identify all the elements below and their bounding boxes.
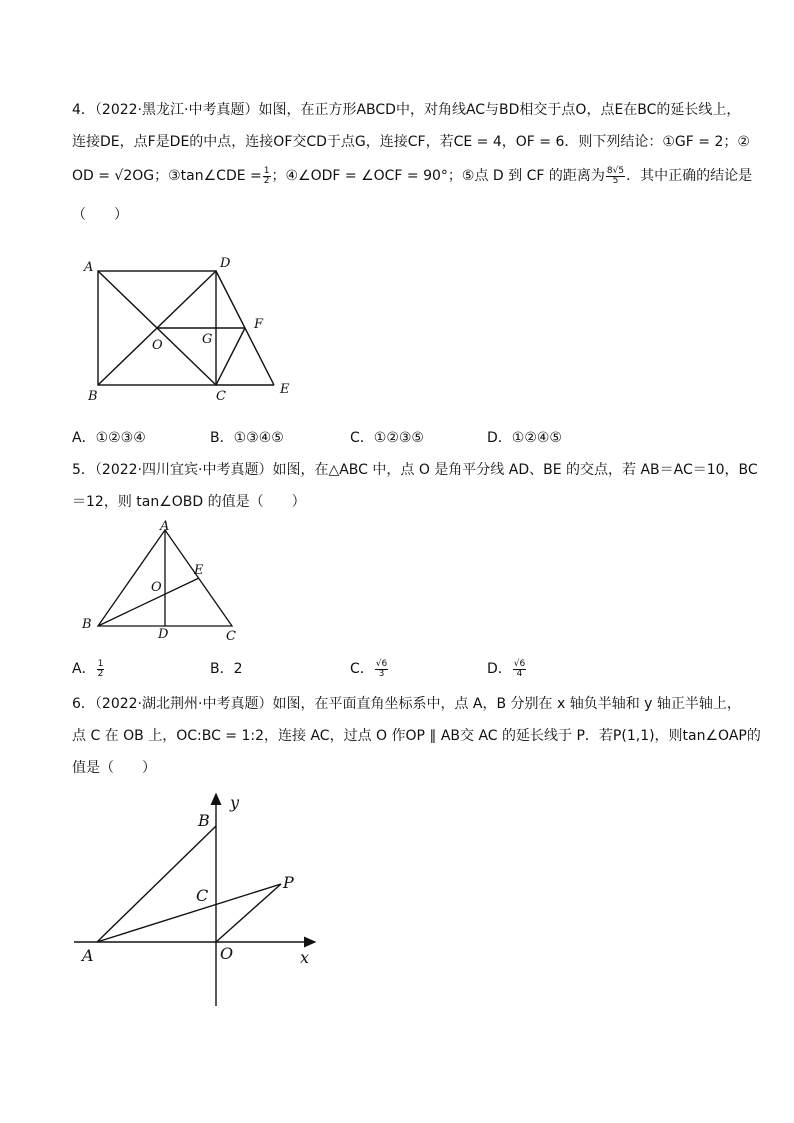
q4-text-line3c: ．其中正确的结论是 [626, 168, 753, 184]
label-a: A [82, 946, 94, 965]
option-text: ①③④⑤ [233, 430, 284, 446]
label-b: B [82, 617, 92, 632]
q5-option-b[interactable] [210, 659, 243, 679]
option-fraction [97, 660, 105, 679]
q4-option-d[interactable] [487, 428, 562, 448]
option-text: ①②④⑤ [511, 430, 562, 446]
q4-fraction-distance [606, 167, 625, 186]
q4-figure [80, 255, 300, 405]
label-p: P [283, 873, 294, 892]
fraction-numerator: 1 [263, 165, 270, 176]
label-d: D [158, 627, 169, 642]
segment-ap [97, 884, 281, 942]
label-e: E [280, 382, 290, 397]
label-c: C [196, 886, 209, 905]
option-text: ①②③⑤ [373, 430, 424, 446]
q4-option-a[interactable] [72, 428, 146, 448]
q5-option-c[interactable] [350, 659, 389, 679]
fraction-numerator: 8√5 [606, 165, 625, 176]
option-key: B． [210, 430, 234, 446]
q4-source: （2022·黑龙江·中考真题） [94, 102, 259, 118]
q4-option-c[interactable] [350, 428, 424, 448]
label-f: F [254, 317, 264, 332]
option-key: A． [72, 661, 96, 677]
q4-line2: 连接DE，点F是DE的中点，连接OF交CD于点G，连接CF，若CE = 4，OF = 6．则下列结论：①GF = 2；② [72, 134, 750, 150]
q5-number: 5． [72, 462, 95, 478]
fraction-numerator: √6 [375, 658, 388, 669]
segment-be [98, 578, 199, 626]
label-x: x [300, 948, 310, 967]
q6-line2: 点 C 在 OB 上，OC:BC = 1:2，连接 AC，过点 O 作OP ∥ AB交 AC 的延长线于 P．若P(1,1)，则tan∠OAP的 [72, 728, 761, 744]
segment-op [216, 884, 281, 942]
option-key: B． [210, 661, 234, 677]
option-key: C． [350, 430, 374, 446]
fraction-denominator: 2 [263, 175, 270, 186]
label-g: G [202, 332, 213, 347]
label-a: A [84, 260, 94, 275]
fraction-denominator: 5 [612, 175, 619, 186]
q4-line3 [72, 166, 752, 186]
q4-option-b[interactable] [210, 428, 284, 448]
segment-cf [216, 328, 245, 385]
q5-figure [78, 518, 248, 648]
q5-text-line1: 如图，在△ABC 中，点 O 是角平分线 AD、BE 的交点，若 AB＝AC＝10，BC [272, 462, 758, 478]
q6-figure [70, 788, 330, 1013]
label-o: O [152, 338, 163, 353]
label-b: B [198, 811, 210, 830]
q4-line1 [72, 100, 740, 120]
label-e: E [194, 563, 204, 578]
q5-option-a[interactable] [72, 659, 105, 679]
option-key: C． [350, 661, 374, 677]
q4-fraction-half [263, 167, 271, 186]
label-c: C [216, 389, 226, 404]
fraction-denominator: 3 [378, 668, 385, 679]
label-b: B [88, 389, 98, 404]
label-o: O [151, 580, 162, 595]
option-text: ①②③④ [95, 430, 146, 446]
q5-source: （2022·四川宜宾·中考真题） [94, 462, 273, 478]
option-text: 2 [233, 661, 243, 677]
q4-text-line1: 如图，在正方形ABCD中，对角线AC与BD相交于点O，点E在BC的延长线上， [258, 102, 741, 118]
q5-line1 [72, 460, 758, 480]
option-key: D． [487, 661, 512, 677]
q4-text-line3b: ；④∠ODF = ∠OCF = 90°；⑤点 D 到 CF 的距离为 [271, 168, 605, 184]
fraction-denominator: 4 [516, 668, 523, 679]
option-key: D． [487, 430, 512, 446]
segment-ab [97, 826, 216, 942]
q6-line3: 值是（ ） [72, 760, 156, 776]
q6-source: （2022·湖北荆州·中考真题） [94, 696, 273, 712]
q6-number: 6． [72, 696, 95, 712]
option-key: A． [72, 430, 96, 446]
label-c: C [226, 629, 236, 644]
q5-option-d[interactable] [487, 659, 527, 679]
option-fraction [375, 660, 388, 679]
label-d: D [220, 256, 231, 271]
fraction-numerator: √6 [513, 658, 526, 669]
label-a: A [160, 519, 170, 534]
fraction-numerator: 1 [97, 658, 104, 669]
label-y: y [230, 793, 240, 812]
q6-text-line1: 如图，在平面直角坐标系中，点 A，B 分别在 x 轴负半轴和 y 轴正半轴上， [272, 696, 741, 712]
option-fraction [513, 660, 526, 679]
fraction-denominator: 2 [97, 668, 104, 679]
q4-number: 4． [72, 102, 95, 118]
label-o: O [220, 944, 234, 963]
q5-line2: ＝12，则 tan∠OBD 的值是（ ） [72, 494, 306, 510]
q4-text-line3a: OD = √2OG；③tan∠CDE = [72, 168, 262, 184]
q6-line1 [72, 694, 741, 714]
q4-answer-paren: （ ） [72, 207, 128, 223]
